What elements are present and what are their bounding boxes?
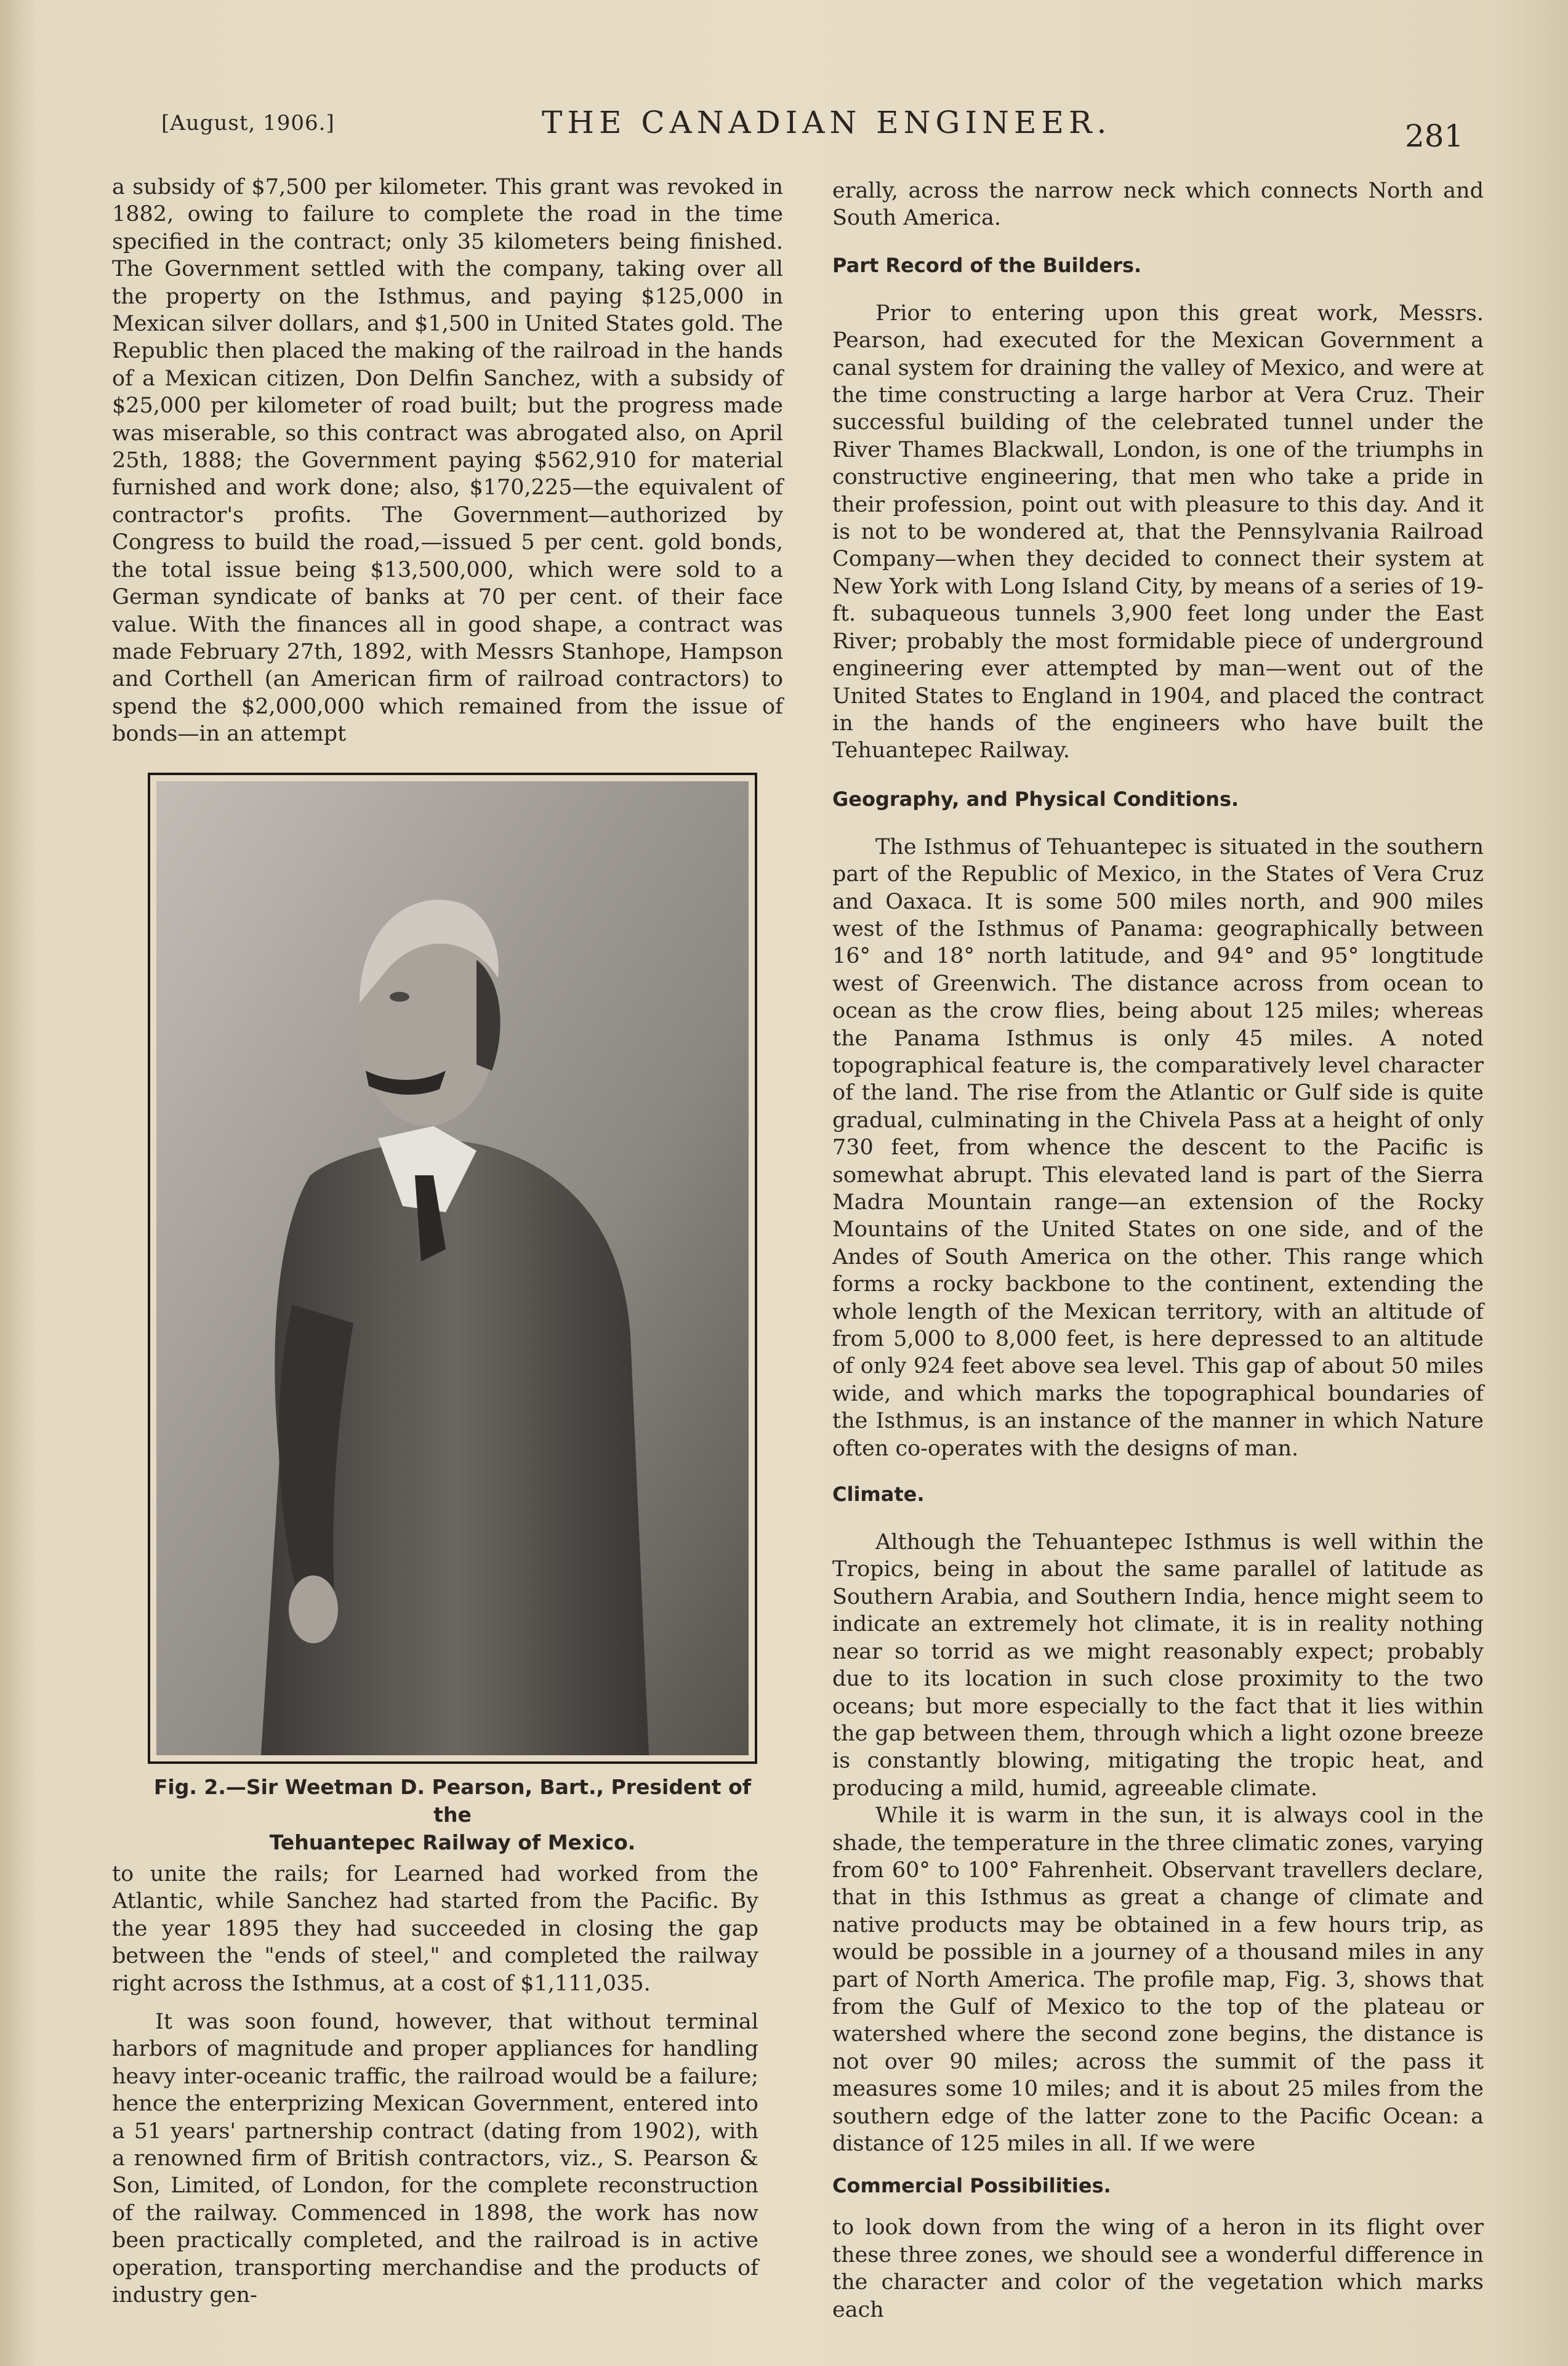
issue-date: [August, 1906.] [161,111,335,135]
paragraph: While it is warm in the sun, it is always cool in the shade, the temperature in the three climatic zones, varying from 60° to 100° Fahrenheit. Observant travellers declare, that in this Isthmus as great a change of climate and native products may be obtained in a few hours trip, as would be possible in a journey of a thousand miles in any part of North America. The profile map, Fig. 3, shows that from the Gulf of Mexico to the top of the plateau or watershed where the second zone begins, the distance is not over 90 miles; across the summit of the pass it measures some 10 miles; and it is about 25 miles from the southern edge of the latter zone to the Pacific Ocean: a distance of 125 miles in all. If we were [832,1803,1484,2156]
paragraph: erally, across the narrow neck which connects North and South America. [832,179,1484,231]
right-column [832,177,1484,2324]
figure-caption [148,1773,757,1856]
section-heading: Climate. [832,1483,925,1507]
left-column-bottom [112,1861,758,2309]
paragraph: Although the Tehuantepec Isthmus is well within the Tropics, being in about the same parallel of latitude as Southern Arabia, and Southern India, hence might seem to indicate an extremely hot climate, it is in reality nothing near so torrid as we might reasonably expect; probably due to its location in such close proximity to the two oceans; but more especially to the fact that it lies within the gap between them, through which a light ozone breeze is constantly blowing, mitigating the tropic heat, and producing a mild, humid, agreeable climate. [832,1530,1484,1801]
journal-title: THE CANADIAN ENGINEER. [542,105,1112,140]
running-head [0,105,1568,154]
caption-line: Tehuantepec Railway of Mexico. [269,1830,636,1854]
left-column-top [112,174,783,748]
portrait-illustration [156,781,749,1755]
section-heading: Commercial Possibilities. [832,2174,1111,2198]
section-heading: Part Record of the Builders. [832,253,1142,277]
portrait-figure [148,773,757,1764]
paragraph: a subsidy of $7,500 per kilometer. This grant was revoked in 1882, owing to failure to complete the road in the time specified in the contract; only 35 kilometers being finished. The Government settled with the company, taking over all the property on the Isthmus, and paying $125,000 in Mexican silver dollars, and $1,500 in United States gold. The Republic then placed the making of the railroad in the hands of a Mexican citizen, Don Delfin Sanchez, with a subsidy of $25,000 per kilometer of road built; but the progress made was miserable, so this contract was abrogated also, on April 25th, 1888; the Government paying $562,910 for material furnished and work done; also, $170,225—the equivalent of contractor's profits. The Government—authorized by Congress to build the road,—issued 5 per cent. gold bonds, the total issue being $13,500,000, which were sold to a German syndicate of banks at 70 per cent. of their face value. With the finances all in good shape, a contract was made February 27th, 1892, with Messrs Stanhope, Hampson and Corthell (an American firm of railroad contractors) to spend the $2,000,000 which remained from the issue of bonds—in an attempt [112,175,783,747]
portrait-photo [156,781,749,1755]
paragraph: to unite the rails; for Learned had worked from the Atlantic, while Sanchez had started from the Pacific. By the year 1895 they had succeeded in closing the gap between the "ends of steel," and completed the railway right across the Isthmus, at a cost of $1,111,035. [112,1862,758,1996]
page-number: 281 [1405,118,1464,154]
paragraph: Prior to entering upon this great work, Messrs. Pearson, had executed for the Mexican Government a canal system for draining the valley of Mexico, and were at the time constructing a large harbor at Vera Cruz. Their successful building of the celebrated tunnel under the River Thames Blackwall, London, is one of the triumphs in constructive engineering, that men who take a pride in their profession, point out with pleasure to this day. And it is not to be wondered at, that the Pennsylvania Railroad Company—when they decided to connect their system at New York with Long Island City, by means of a series of 19-ft. subaqueous tunnels 3,900 feet long under the East River; probably the most formidable piece of underground engineering ever attempted by man—went out of the United States to England in 1904, and placed the contract in the hands of the engineers who have built the Tehuantepec Railway. [832,300,1484,763]
paragraph: The Isthmus of Tehuantepec is situated in the southern part of the Republic of Mexico, in the States of Vera Cruz and Oaxaca. It is some 500 miles north, and 900 miles west of the Isthmus of Panama: geographically between 16° and 18° north latitude, and 94° and 95° longtitude west of Greenwich. The distance across from ocean to ocean as the crow flies, being about 125 miles; whereas the Panama Isthmus is only 45 miles. A noted topographical feature is, the comparatively level character of the land. The rise from the Atlantic or Gulf side is quite gradual, culminating in the Chivela Pass at a height of only 730 feet, from whence the descent to the Pacific is somewhat abrupt. This elevated land is part of the Sierra Madra Mountain range—an extension of the Rocky Mountains of the United States on one side, and of the Andes of South America on the other. This range which forms a rocky backbone to the continent, extending the whole length of the Mexican territory, with an altitude of from 5,000 to 8,000 feet, is here depressed to an altitude of only 924 feet above sea level. This gap of about 50 miles wide, and which marks the topographical boundaries of the Isthmus, is an instance of the manner in which Nature often co-operates with the designs of man. [832,834,1484,1461]
section-heading: Geography, and Physical Conditions. [832,787,1239,811]
caption-line: Fig. 2.—Sir Weetman D. Pearson, Bart., President of the [153,1775,752,1827]
paragraph: It was soon found, however, that without terminal harbors of magnitude and proper appliances for handling heavy inter-oceanic traffic, the railroad would be a failure; hence the enterprizing Mexican Government, entered into a 51 years' partnership contract (dating from 1902), with a renowned firm of British contractors, viz., S. Pearson & Son, Limited, of London, for the complete reconstruction of the railway. Commenced in 1898, the work has now been practically completed, and the railroad is in active operation, transporting merchandise and the products of industry gen- [112,2010,758,2308]
paragraph: to look down from the wing of a heron in its flight over these three zones, we should see a wonderful difference in the character and color of the vegetation which marks each [832,2215,1484,2322]
